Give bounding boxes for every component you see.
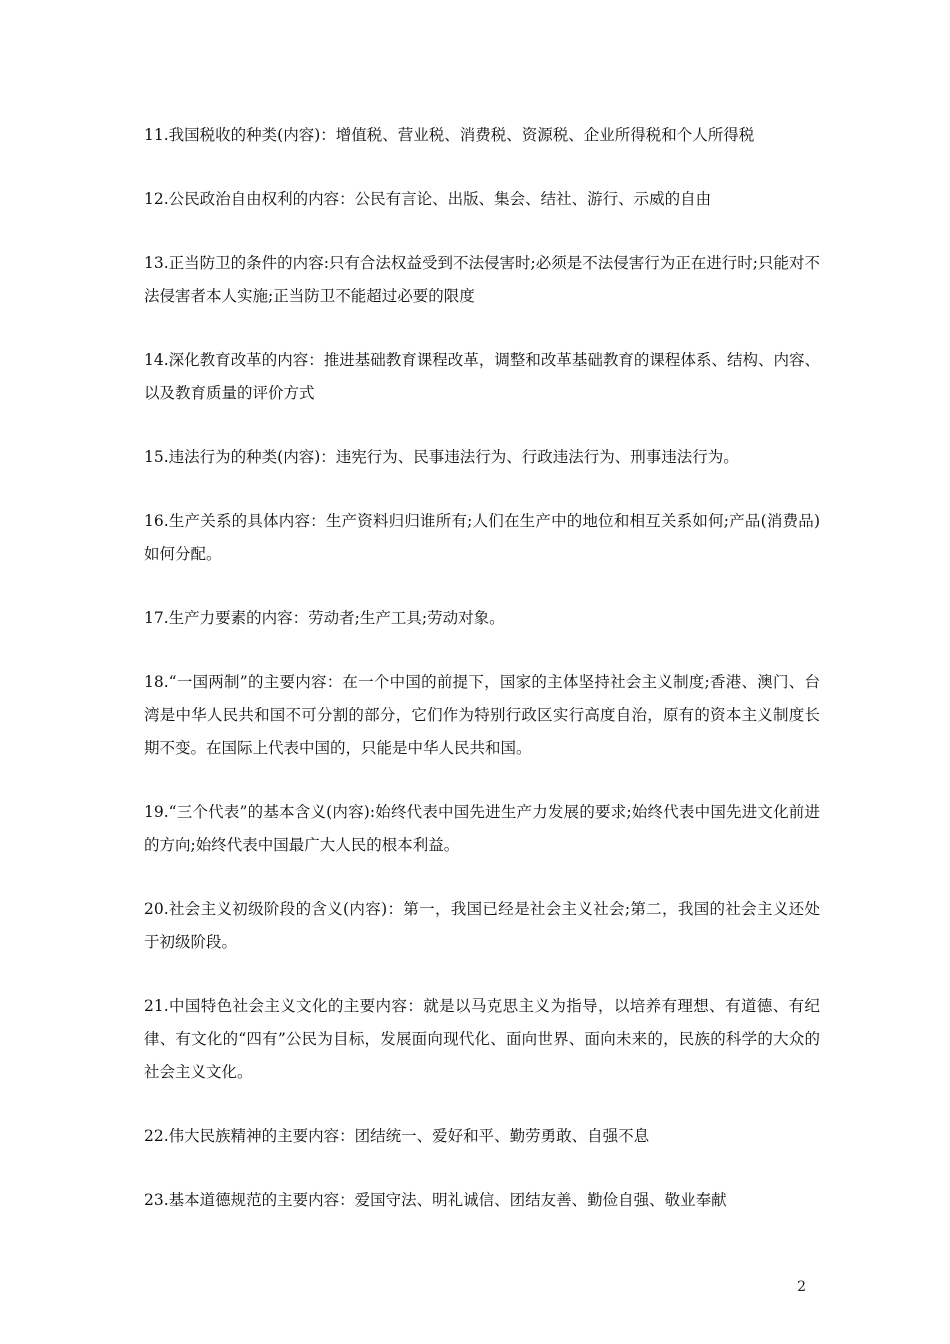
list-item-12: 12.公民政治自由权利的内容：公民有言论、出版、集会、结社、游行、示威的自由: [144, 190, 712, 208]
list-item-16: 16.生产关系的具体内容：生产资料归归谁所有;人们在生产中的地位和相互关系如何;产品(消费品)如何分配。: [144, 512, 820, 563]
document-body: [144, 119, 820, 1248]
list-item-20: 20.社会主义初级阶段的含义(内容)：第一，我国已经是社会主义社会;第二，我国的社会主义还处于初级阶段。: [144, 900, 820, 951]
list-item-17: 17.生产力要素的内容：劳动者;生产工具;劳动对象。: [144, 609, 505, 627]
list-item-18: 18.“一国两制”的主要内容：在一个中国的前提下，国家的主体坚持社会主义制度;香港、澳门、台湾是中华人民共和国不可分割的部分，它们作为特别行政区实行高度自治，原有的资本主义制度长期不变。在国际上代表中国的，只能是中华人民共和国。: [144, 673, 820, 757]
list-item-14: 14.深化教育改革的内容：推进基础教育课程改革，调整和改革基础教育的课程体系、结构、内容、以及教育质量的评价方式: [144, 351, 820, 402]
list-item-23: 23.基本道德规范的主要内容：爱国守法、明礼诚信、团结友善、勤俭自强、敬业奉献: [144, 1191, 727, 1209]
list-item-19: 19.“三个代表”的基本含义(内容):始终代表中国先进生产力发展的要求;始终代表中国先进文化前进的方向;始终代表中国最广大人民的根本利益。: [144, 803, 820, 854]
list-item-15: 15.违法行为的种类(内容)：违宪行为、民事违法行为、行政违法行为、刑事违法行为。: [144, 448, 739, 466]
list-item-21: 21.中国特色社会主义文化的主要内容：就是以马克思主义为指导，以培养有理想、有道德、有纪律、有文化的“四有”公民为目标，发展面向现代化、面向世界、面向未来的，民族的科学的大众的社会主义文化。: [144, 997, 820, 1081]
list-item-11: 11.我国税收的种类(内容)：增值税、营业税、消费税、资源税、企业所得税和个人所得税: [144, 126, 755, 144]
page-number: 2: [797, 1279, 806, 1295]
list-item-22: 22.伟大民族精神的主要内容：团结统一、爱好和平、勤劳勇敢、自强不息: [144, 1127, 650, 1145]
list-item-13: 13.正当防卫的条件的内容:只有合法权益受到不法侵害时;必须是不法侵害行为正在进行时;只能对不法侵害者本人实施;正当防卫不能超过必要的限度: [144, 254, 820, 305]
